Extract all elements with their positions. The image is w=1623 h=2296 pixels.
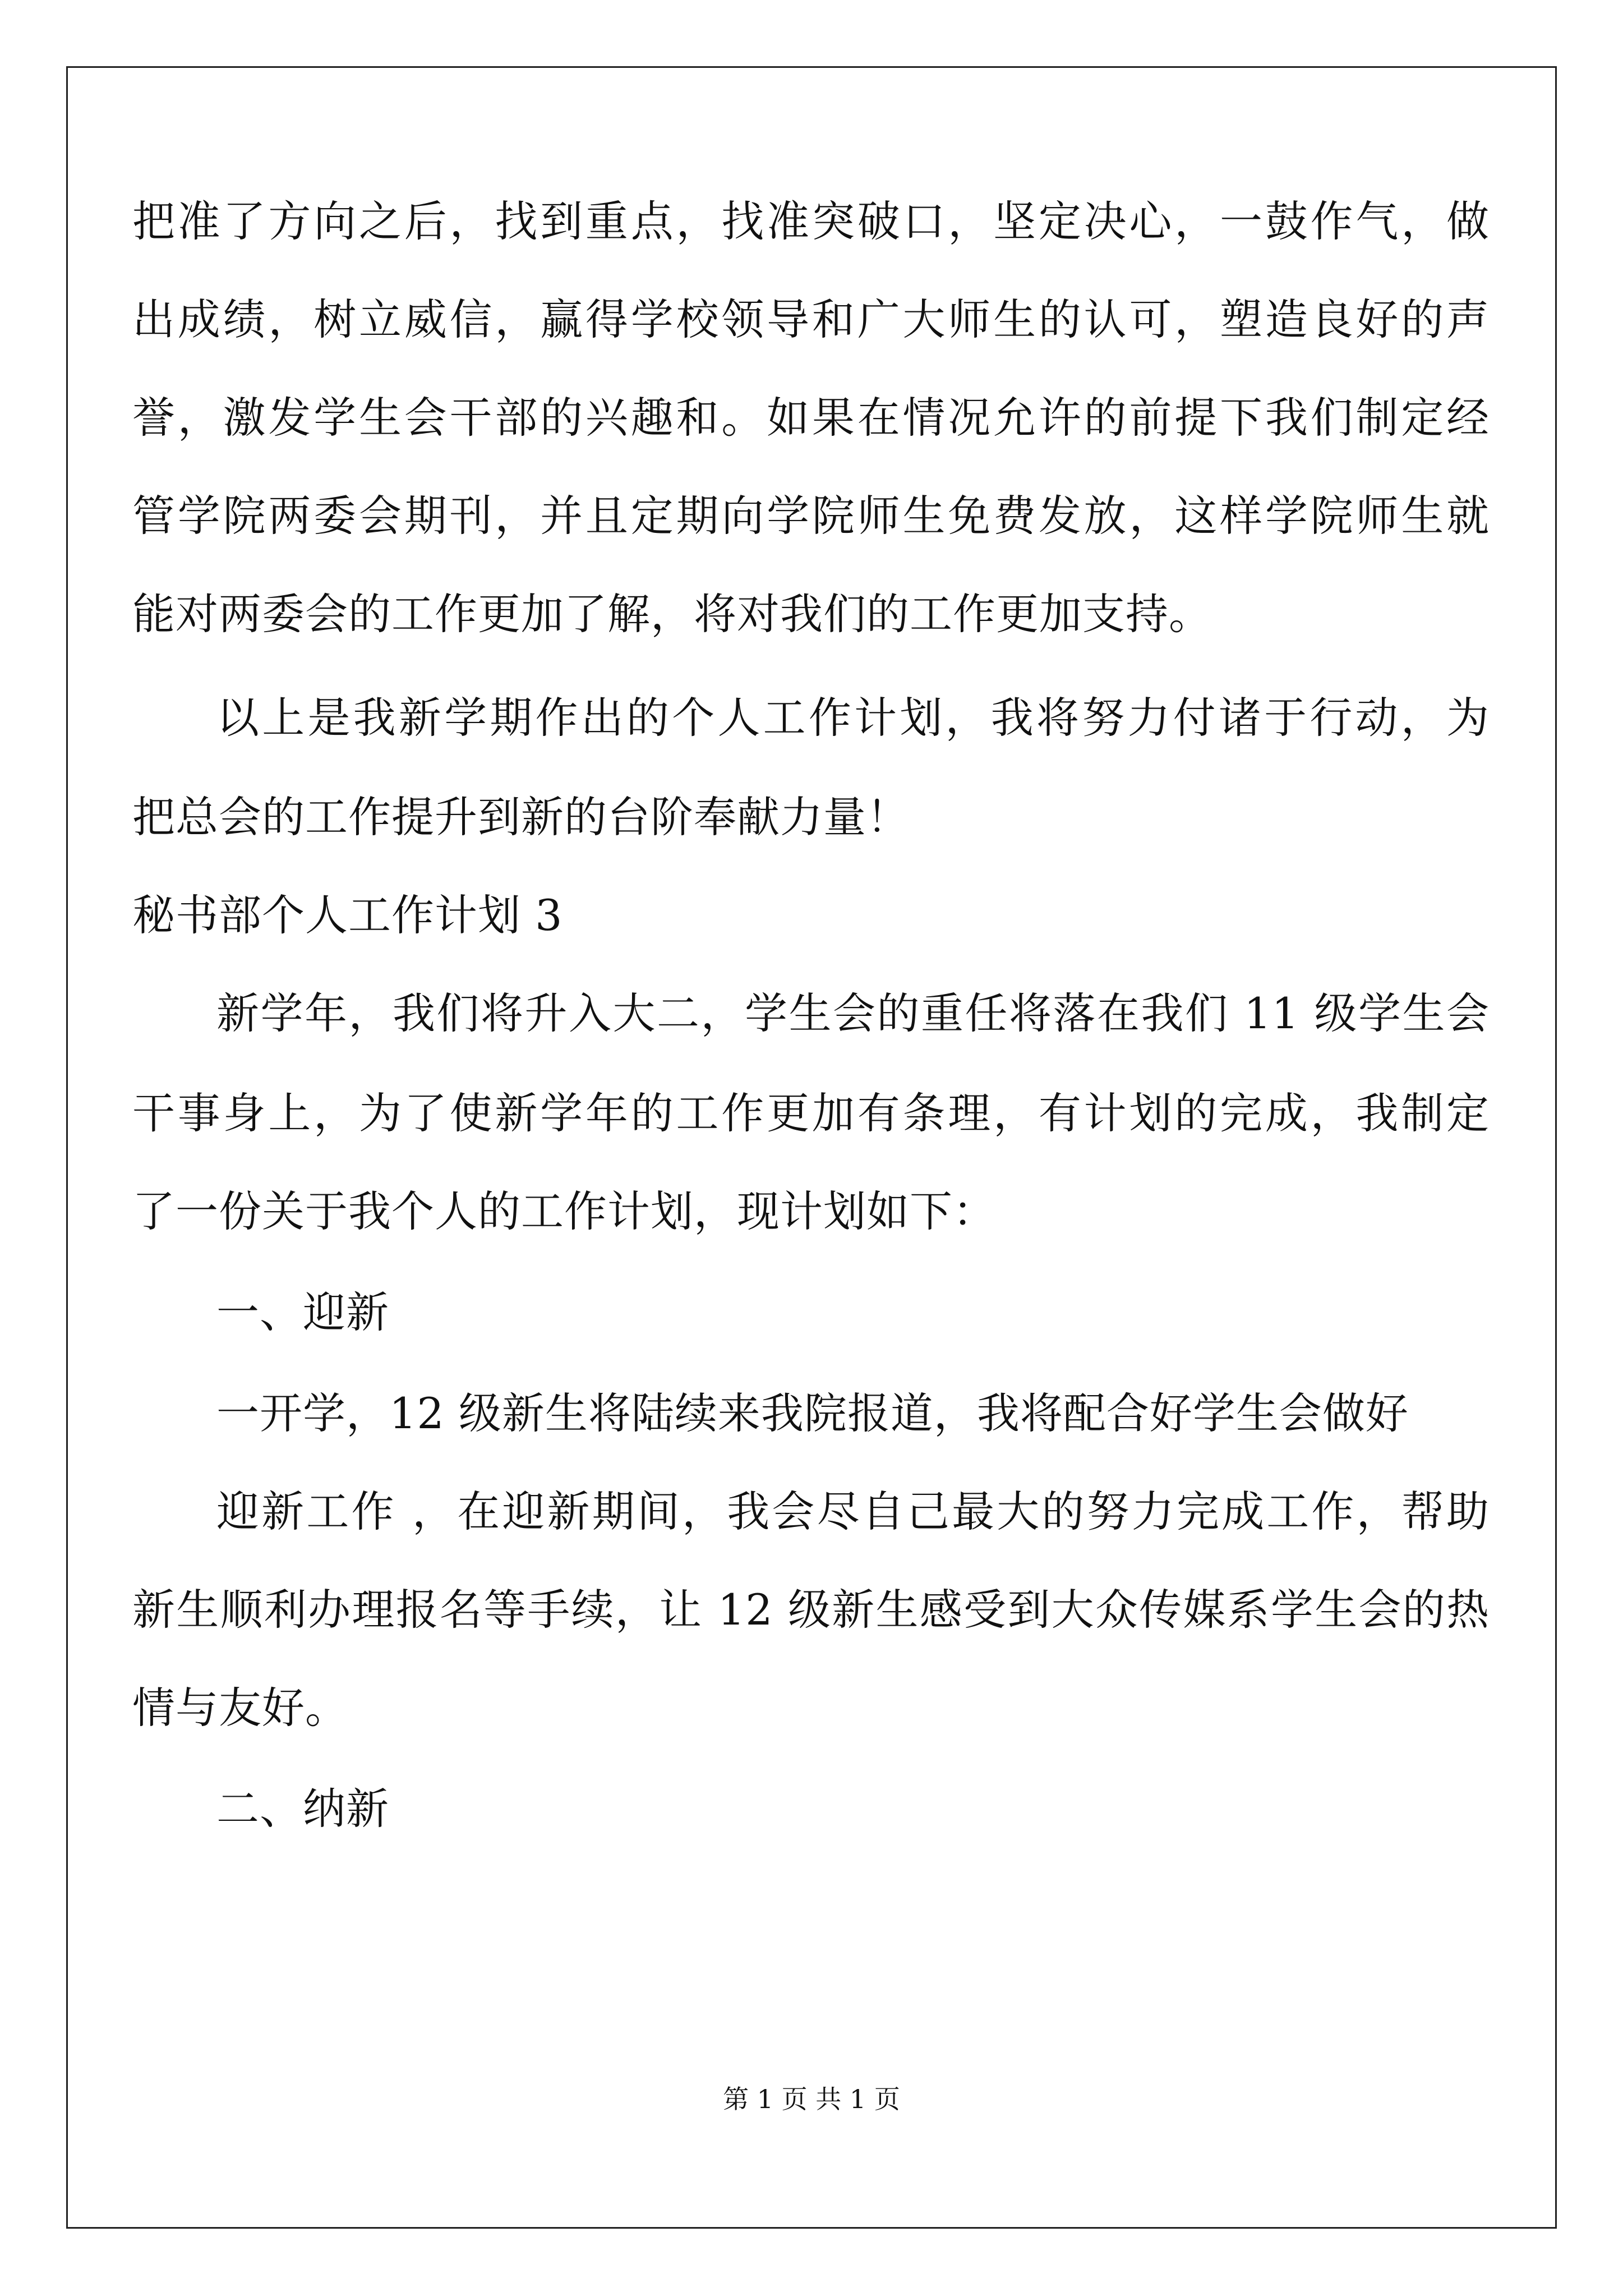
paragraph-line: 出成绩，树立威信，赢得学校领导和广大师生的认可，塑造良好的声 [132, 295, 1490, 344]
paragraph-line: 以上是我新学期作出的个人工作计划，我将努力付诸于行动，为 [216, 693, 1490, 743]
paragraph-line: 新生顺利办理报名等手续，让 12 级新生感受到大众传媒系学生会的热 [132, 1585, 1490, 1635]
page-number-footer: 第 1 页 共 1 页 [723, 2084, 900, 2114]
paragraph-line: 能对两委会的工作更加了解，将对我们的工作更加支持。 [132, 589, 1212, 639]
paragraph-line: 管学院两委会期刊，并且定期向学院师生免费发放，这样学院师生就 [132, 491, 1490, 541]
subsection-heading: 一、迎新 [216, 1287, 389, 1337]
paragraph-line: 迎新工作 ，在迎新期间，我会尽自己最大的努力完成工作，帮助 [216, 1487, 1490, 1536]
paragraph-line: 把总会的工作提升到新的台阶奉献力量！ [132, 792, 910, 842]
paragraph-line: 干事身上，为了使新学年的工作更加有条理，有计划的完成，我制定 [132, 1088, 1490, 1138]
paragraph-line: 一开学，12 级新生将陆续来我院报道，我将配合好学生会做好 [216, 1388, 1409, 1438]
paragraph-line: 情与友好。 [132, 1683, 348, 1733]
subsection-heading: 二、纳新 [216, 1784, 389, 1834]
section-heading: 秘书部个人工作计划 3 [132, 890, 563, 940]
paragraph-line: 新学年，我们将升入大二，学生会的重任将落在我们 11 级学生会 [216, 988, 1490, 1038]
paragraph-line: 了一份关于我个人的工作计划，现计划如下： [132, 1186, 996, 1236]
paragraph-line: 誉，激发学生会干部的兴趣和。如果在情况允许的前提下我们制定经 [132, 393, 1490, 443]
paragraph-line: 把准了方向之后，找到重点，找准突破口，坚定决心，一鼓作气，做 [132, 196, 1490, 246]
